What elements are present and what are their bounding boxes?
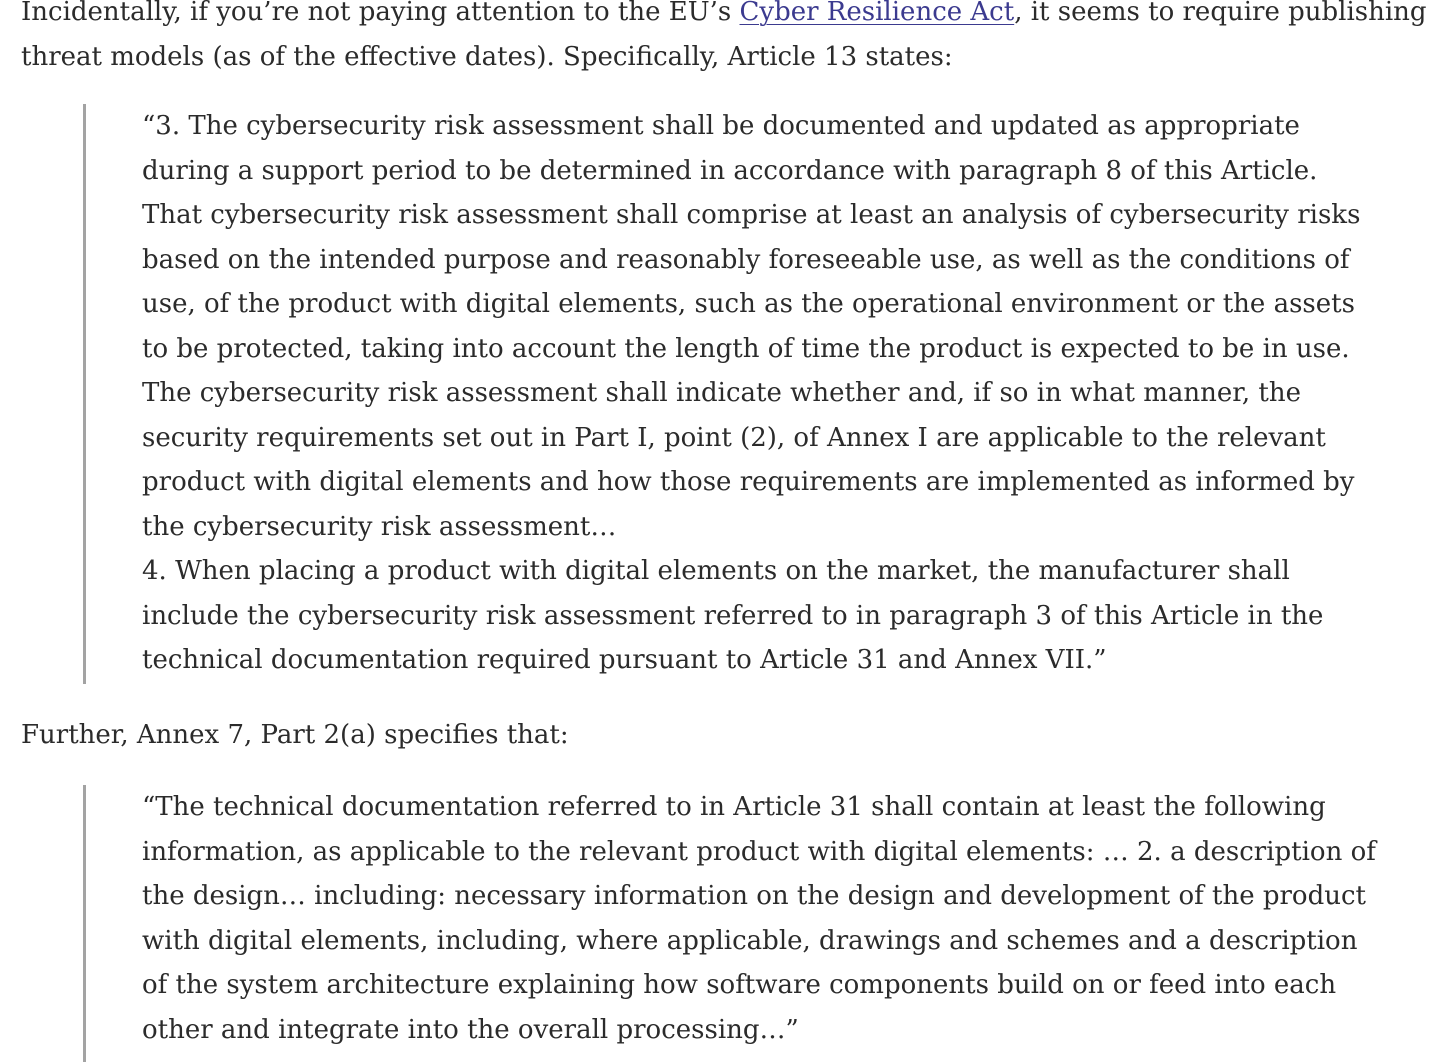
annex-7-blockquote <box>83 785 1383 1062</box>
intro-text-after-link: , it seems to require publishing threat models (as of the effective dates). Specifically, Article 13 states: <box>21 0 1427 72</box>
cyber-resilience-act-link[interactable]: Cyber Resilience Act <box>739 0 1015 27</box>
further-paragraph: Further, Annex 7, Part 2(a) specifies that: <box>21 720 569 750</box>
quote-paragraph-4: 4. When placing a product with digital elements on the market, the manufacturer shall include the cybersecurity risk assessment referred to in paragraph 3 of this Article in the technical documentation required pursuant to Article 31 and Annex VII.” <box>142 556 1324 675</box>
article-13-blockquote <box>83 104 1383 684</box>
quote-paragraph-3: “3. The cybersecurity risk assessment shall be documented and updated as appropriate during a support period to be determined in accordance with paragraph 8 of this Article. That cybersecurity risk assessment shall comprise at least an analysis of cybersecurity risks based on the intended purpose and reasonably foreseeable use, as well as the conditions of use, of the product with digital elements, such as the operational environment or the assets to be protected, taking into account the length of time the product is expected to be in use. The cybersecurity risk assessment shall indicate whether and, if so in what manner, the security requirements set out in Part I, point (2), of Annex I are applicable to the relevant product with digital elements and how those requirements are implemented as informed by the cybersecurity risk assessment… <box>142 111 1361 542</box>
annex-quote-text: “The technical documentation referred to in Article 31 shall contain at least the following information, as applicable to the relevant product with digital elements: … 2. a description of the design… including: necessary information on the design and development of the product with digital elements, including, where applicable, drawings and schemes and a description of the system architecture explaining how software components build on or feed into each other and integrate into the overall processing…” <box>142 792 1376 1045</box>
intro-paragraph <box>21 0 1431 79</box>
intro-text-before-link: Incidentally, if you’re not paying attention to the EU’s <box>21 0 740 27</box>
